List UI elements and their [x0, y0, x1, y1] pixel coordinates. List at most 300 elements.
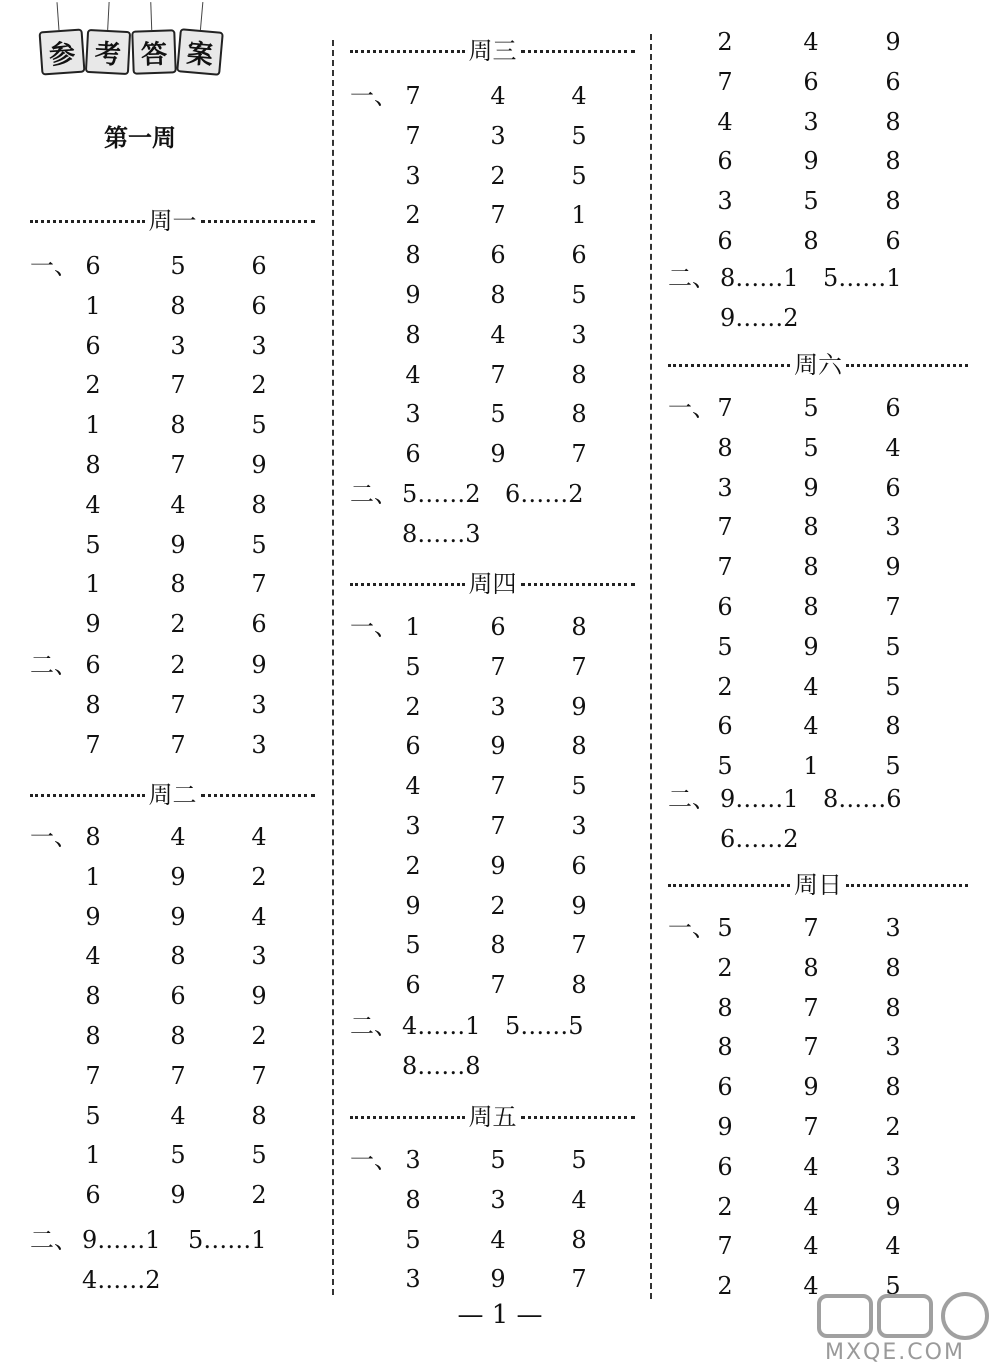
- answer-value: 1: [85, 411, 101, 440]
- answer-row: [350, 647, 635, 687]
- answer-row: [30, 1016, 315, 1056]
- day-name: 周日: [794, 870, 842, 899]
- answer-value: 9: [803, 632, 819, 661]
- answer-value: 4: [85, 490, 101, 519]
- answer-value: 8: [717, 993, 733, 1022]
- answer-value: 7: [405, 121, 421, 150]
- answer-value: 9: [170, 530, 186, 559]
- answer-row: [30, 1175, 315, 1215]
- answer-value: 9: [170, 1181, 186, 1210]
- answer-row: [30, 326, 315, 366]
- answer-value: 5: [170, 252, 186, 280]
- section-mark: 二、: [30, 651, 78, 679]
- answer-value: 9: [490, 732, 506, 761]
- answer-row: [30, 286, 315, 326]
- answer-row: [350, 275, 635, 315]
- answer-value: 7: [170, 451, 186, 479]
- day-header-wed: [350, 32, 635, 64]
- answer-row: [350, 1220, 635, 1260]
- answer-row: [30, 405, 315, 445]
- day-name: 周一: [148, 206, 197, 235]
- answer-value: 2: [170, 610, 186, 639]
- answer-value: 7: [571, 440, 587, 469]
- answer-value: 9: [251, 982, 267, 1011]
- answer-value: 7: [803, 1113, 819, 1141]
- answer-value: 4: [251, 823, 267, 851]
- answer-row: [668, 587, 968, 627]
- answer-value: 2: [885, 1113, 901, 1141]
- watermark-logo-icon: [815, 1290, 995, 1340]
- answer-row: [30, 445, 315, 485]
- answer-value: 5: [571, 772, 587, 801]
- answer-row: [668, 819, 968, 859]
- answer-value: 6: [405, 732, 421, 761]
- remainder-answer: 8……3: [402, 519, 481, 548]
- answer-value: 4: [490, 1225, 506, 1254]
- week-title: 第一周: [104, 124, 176, 152]
- answer-value: 8: [885, 953, 901, 982]
- answer-value: 5: [885, 632, 901, 661]
- day-name: 周五: [468, 1102, 517, 1131]
- answer-row: [668, 468, 968, 508]
- answer-row: [668, 507, 968, 547]
- answer-value: 8: [571, 971, 587, 1000]
- answer-value: 5: [571, 161, 587, 190]
- answer-value: 3: [717, 187, 733, 216]
- answer-value: 6: [717, 227, 733, 255]
- answer-value: 3: [571, 320, 587, 349]
- answer-value: 8: [170, 1022, 186, 1050]
- answer-row: [668, 988, 968, 1028]
- answer-row: [30, 604, 315, 644]
- answer-row: [350, 806, 635, 846]
- answer-value: 7: [490, 652, 506, 681]
- answer-value: 3: [885, 1152, 901, 1181]
- answer-value: 2: [405, 201, 421, 230]
- answer-value: 4: [170, 490, 186, 519]
- remainder-answer: 5……5: [505, 1012, 584, 1040]
- answer-value: 1: [85, 1141, 101, 1170]
- answer-value: 8: [571, 360, 587, 389]
- answer-value: 8: [571, 1225, 587, 1254]
- answer-value: 9: [571, 692, 587, 721]
- section-mark: 一、: [668, 394, 716, 422]
- answer-value: 7: [490, 772, 506, 801]
- answer-value: 6: [717, 1073, 733, 1102]
- watermark-site: MXQE.COM: [825, 1340, 965, 1365]
- answer-value: 3: [490, 692, 506, 721]
- answer-row: [350, 355, 635, 395]
- answer-row: [30, 365, 315, 405]
- answer-value: 5: [251, 1141, 267, 1170]
- answer-value: 8: [405, 241, 421, 270]
- answer-row: [668, 1147, 968, 1187]
- answer-value: 3: [571, 812, 587, 840]
- answer-row: [350, 315, 635, 355]
- answer-row: [350, 1046, 635, 1086]
- answer-value: 4: [885, 433, 901, 462]
- answer-value: 8: [405, 320, 421, 349]
- answer-value: 4: [405, 360, 421, 389]
- answer-value: 4: [803, 672, 819, 701]
- answer-value: 3: [405, 400, 421, 429]
- remainder-answer: 8……8: [402, 1051, 481, 1080]
- answer-value: 8: [803, 513, 819, 542]
- remainder-answer: 9……2: [720, 303, 799, 332]
- answer-value: 5: [490, 1146, 506, 1174]
- answer-value: 7: [170, 1061, 186, 1090]
- answer-row: [668, 22, 968, 62]
- remainder-answer: 8……6: [823, 785, 902, 813]
- remainder-answer: 4……1: [402, 1012, 481, 1040]
- answer-value: 5: [251, 411, 267, 440]
- answer-value: 7: [717, 394, 733, 422]
- answer-value: 7: [803, 993, 819, 1022]
- answer-value: 8: [85, 1022, 101, 1050]
- answer-value: 4: [803, 28, 819, 56]
- answer-value: 4: [405, 772, 421, 801]
- answer-column-3: [668, 0, 968, 1301]
- answer-value: 1: [85, 291, 101, 320]
- answer-value: 7: [251, 570, 267, 599]
- answer-row: [30, 1056, 315, 1096]
- answer-row: [668, 667, 968, 707]
- answer-row: [668, 779, 968, 819]
- answer-value: 7: [571, 931, 587, 960]
- answer-row: [30, 817, 315, 857]
- section-mark: 二、: [350, 480, 398, 508]
- day-header-sun: [668, 866, 968, 898]
- column-divider: [650, 34, 652, 1299]
- answer-row: [350, 1180, 635, 1220]
- day-header-mon: [30, 202, 315, 234]
- answer-value: 2: [85, 371, 101, 400]
- section-mark: 一、: [668, 914, 716, 942]
- answer-value: 5: [170, 1141, 186, 1170]
- answer-value: 1: [571, 201, 587, 230]
- answer-value: 4: [717, 107, 733, 136]
- answer-value: 5: [803, 187, 819, 216]
- answer-value: 2: [251, 1022, 267, 1050]
- answer-value: 4: [170, 823, 186, 851]
- answer-value: 7: [803, 1033, 819, 1062]
- answer-value: 7: [85, 1061, 101, 1090]
- answer-value: 6: [251, 610, 267, 639]
- answer-row: [350, 76, 635, 116]
- answer-value: 9: [717, 1113, 733, 1141]
- answer-value: 8: [251, 490, 267, 519]
- page-number: — 1 —: [457, 1300, 543, 1330]
- answer-value: 6: [885, 473, 901, 502]
- answer-value: 4: [803, 1192, 819, 1221]
- answer-value: 1: [85, 862, 101, 891]
- answer-row: [30, 725, 315, 765]
- answer-value: 8: [717, 1033, 733, 1062]
- answer-value: 9: [251, 451, 267, 479]
- answer-value: 9: [85, 902, 101, 931]
- day-name: 周四: [468, 569, 517, 598]
- answer-value: 2: [170, 651, 186, 679]
- answer-value: 5: [717, 632, 733, 661]
- section-mark: 一、: [350, 82, 398, 110]
- answer-row: [30, 525, 315, 565]
- answer-value: 5: [571, 281, 587, 309]
- answer-value: 3: [885, 513, 901, 542]
- answer-row: [350, 1006, 635, 1046]
- answer-value: 9: [490, 440, 506, 469]
- answer-value: 8: [85, 451, 101, 479]
- answer-row: [30, 685, 315, 725]
- answer-row: [668, 547, 968, 587]
- answer-value: 8: [803, 553, 819, 582]
- answer-row: [668, 298, 968, 338]
- answer-row: [350, 1259, 635, 1299]
- answer-value: 8: [251, 1101, 267, 1130]
- answer-value: 4: [251, 902, 267, 931]
- answer-row: [668, 1226, 968, 1266]
- day-name: 周二: [148, 780, 197, 809]
- answer-value: 7: [170, 690, 186, 719]
- answer-value: 8: [885, 187, 901, 216]
- answer-row: [668, 258, 968, 298]
- answer-value: 9: [490, 851, 506, 880]
- answer-row: [350, 925, 635, 965]
- answer-value: 8: [803, 227, 819, 255]
- answer-value: 6: [490, 241, 506, 270]
- answer-column-1: [30, 0, 315, 1294]
- answer-value: 6: [405, 971, 421, 1000]
- answer-value: 3: [251, 730, 267, 759]
- answer-row: [350, 846, 635, 886]
- answer-value: 6: [85, 1181, 101, 1210]
- answer-value: 6: [571, 241, 587, 270]
- answer-value: 3: [803, 107, 819, 136]
- answer-value: 2: [717, 28, 733, 56]
- answer-row: [350, 886, 635, 926]
- banner-char: 答: [131, 29, 177, 75]
- answer-value: 8: [85, 982, 101, 1011]
- answer-value: 4: [490, 82, 506, 110]
- answer-row: [30, 246, 315, 286]
- answer-value: 9: [405, 891, 421, 920]
- answer-value: 8: [803, 953, 819, 982]
- answer-value: 8: [885, 712, 901, 741]
- section-mark: 二、: [350, 1012, 398, 1040]
- answer-row: [668, 1027, 968, 1067]
- answer-value: 6: [85, 331, 101, 360]
- answer-value: 5: [885, 1272, 901, 1301]
- answer-value: 6: [571, 851, 587, 880]
- answer-value: 5: [85, 530, 101, 559]
- answer-value: 7: [405, 82, 421, 110]
- answer-value: 8: [885, 147, 901, 176]
- answer-value: 9: [571, 891, 587, 920]
- answer-value: 2: [251, 1181, 267, 1210]
- answer-value: 8: [885, 1073, 901, 1102]
- answer-value: 2: [717, 953, 733, 982]
- answer-value: 5: [803, 394, 819, 422]
- section-mark: 二、: [668, 264, 716, 292]
- answer-value: 9: [803, 1073, 819, 1102]
- answer-value: 6: [717, 593, 733, 621]
- answer-value: 6: [405, 440, 421, 469]
- answer-value: 7: [251, 1061, 267, 1090]
- answer-value: 4: [803, 1272, 819, 1301]
- answer-value: 6: [885, 67, 901, 96]
- answer-value: 9: [803, 473, 819, 502]
- answer-value: 8: [170, 291, 186, 320]
- answer-value: 8: [885, 993, 901, 1022]
- answer-value: 7: [717, 553, 733, 582]
- answer-value: 2: [405, 851, 421, 880]
- answer-value: 7: [885, 593, 901, 621]
- answer-row: [30, 976, 315, 1016]
- answer-value: 1: [405, 613, 421, 641]
- answer-row: [350, 156, 635, 196]
- answer-row: [668, 62, 968, 102]
- section-mark: 一、: [30, 252, 78, 280]
- remainder-answer: 9……1: [82, 1226, 161, 1254]
- answer-value: 5: [885, 752, 901, 781]
- answer-value: 7: [490, 812, 506, 840]
- answer-value: 5: [717, 914, 733, 942]
- answer-row: [668, 181, 968, 221]
- answer-value: 4: [571, 82, 587, 110]
- day-header-sat: [668, 346, 968, 378]
- answer-row: [350, 607, 635, 647]
- answer-value: 2: [251, 371, 267, 400]
- answer-value: 6: [885, 394, 901, 422]
- answer-row: [30, 857, 315, 897]
- answer-row: [668, 141, 968, 181]
- answer-row: [350, 766, 635, 806]
- answer-value: 6: [251, 252, 267, 280]
- answer-value: 3: [885, 1033, 901, 1062]
- answer-value: 9: [490, 1265, 506, 1294]
- answer-value: 6: [490, 613, 506, 641]
- answer-row: [30, 1220, 315, 1260]
- remainder-answer: 8……1: [720, 264, 799, 292]
- answer-value: 5: [85, 1101, 101, 1130]
- answer-row: [668, 1107, 968, 1147]
- answer-value: 1: [803, 752, 819, 781]
- answer-value: 9: [405, 281, 421, 309]
- answer-value: 9: [885, 1192, 901, 1221]
- answer-value: 7: [717, 67, 733, 96]
- answer-column-2: [350, 0, 635, 1294]
- answer-value: 7: [170, 371, 186, 400]
- answer-value: 3: [885, 914, 901, 942]
- answer-value: 4: [571, 1185, 587, 1214]
- answer-value: 2: [490, 161, 506, 190]
- answer-value: 4: [803, 1152, 819, 1181]
- answer-value: 8: [405, 1185, 421, 1214]
- banner-char: 参: [39, 29, 86, 76]
- answer-row: [668, 948, 968, 988]
- answer-value: 9: [885, 28, 901, 56]
- answer-value: 5: [405, 652, 421, 681]
- answer-value: 9: [85, 610, 101, 639]
- day-name: 周三: [468, 36, 517, 65]
- answer-row: [668, 1067, 968, 1107]
- answer-value: 2: [405, 692, 421, 721]
- answer-value: 7: [170, 730, 186, 759]
- answer-value: 9: [885, 553, 901, 582]
- answer-row: [350, 235, 635, 275]
- answer-value: 8: [717, 433, 733, 462]
- answer-value: 9: [251, 651, 267, 679]
- answer-value: 6: [717, 147, 733, 176]
- answer-value: 8: [571, 732, 587, 761]
- answer-row: [668, 1187, 968, 1227]
- answer-row: [30, 897, 315, 937]
- answer-value: 6: [885, 227, 901, 255]
- answer-value: 3: [490, 1185, 506, 1214]
- answer-row: [350, 514, 635, 554]
- answer-row: [30, 645, 315, 685]
- answer-row: [350, 474, 635, 514]
- answer-value: 3: [251, 942, 267, 971]
- answer-row: [30, 1096, 315, 1136]
- section-mark: 一、: [350, 613, 398, 641]
- answer-row: [350, 116, 635, 156]
- answer-value: 2: [251, 862, 267, 891]
- answer-value: 9: [170, 862, 186, 891]
- answer-value: 3: [405, 1265, 421, 1294]
- watermark: [815, 1290, 995, 1368]
- section-mark: 一、: [350, 1146, 398, 1174]
- answer-row: [668, 388, 968, 428]
- answer-row: [30, 564, 315, 604]
- column-divider: [332, 40, 334, 1295]
- answer-value: 4: [490, 320, 506, 349]
- answer-row: [350, 965, 635, 1005]
- day-name: 周六: [794, 350, 842, 379]
- answer-value: 7: [571, 652, 587, 681]
- answer-value: 6: [803, 67, 819, 96]
- answer-row: [668, 908, 968, 948]
- answer-value: 3: [405, 812, 421, 840]
- answer-value: 5: [251, 530, 267, 559]
- answer-value: 6: [251, 291, 267, 320]
- answer-value: 7: [571, 1265, 587, 1294]
- answer-value: 7: [85, 730, 101, 759]
- answer-value: 9: [803, 147, 819, 176]
- answer-value: 5: [571, 121, 587, 150]
- answer-value: 5: [885, 672, 901, 701]
- answer-value: 5: [405, 1225, 421, 1254]
- answer-value: 7: [717, 513, 733, 542]
- answer-value: 5: [571, 1146, 587, 1174]
- remainder-answer: 5……2: [402, 480, 481, 508]
- answer-value: 5: [490, 400, 506, 429]
- section-mark: 二、: [30, 1226, 78, 1254]
- answer-value: 7: [490, 360, 506, 389]
- answer-value: 7: [490, 201, 506, 230]
- answer-value: 3: [490, 121, 506, 150]
- answer-value: 8: [490, 281, 506, 309]
- answer-row: [668, 221, 968, 261]
- remainder-answer: 5……1: [823, 264, 902, 292]
- answer-row: [350, 726, 635, 766]
- answer-value: 4: [170, 1101, 186, 1130]
- remainder-answer: 9……1: [720, 785, 799, 813]
- answer-row: [30, 1260, 315, 1300]
- remainder-answer: 6……2: [505, 480, 584, 508]
- answer-value: 8: [170, 411, 186, 440]
- answer-value: 6: [170, 982, 186, 1011]
- day-header-fri: [350, 1098, 635, 1130]
